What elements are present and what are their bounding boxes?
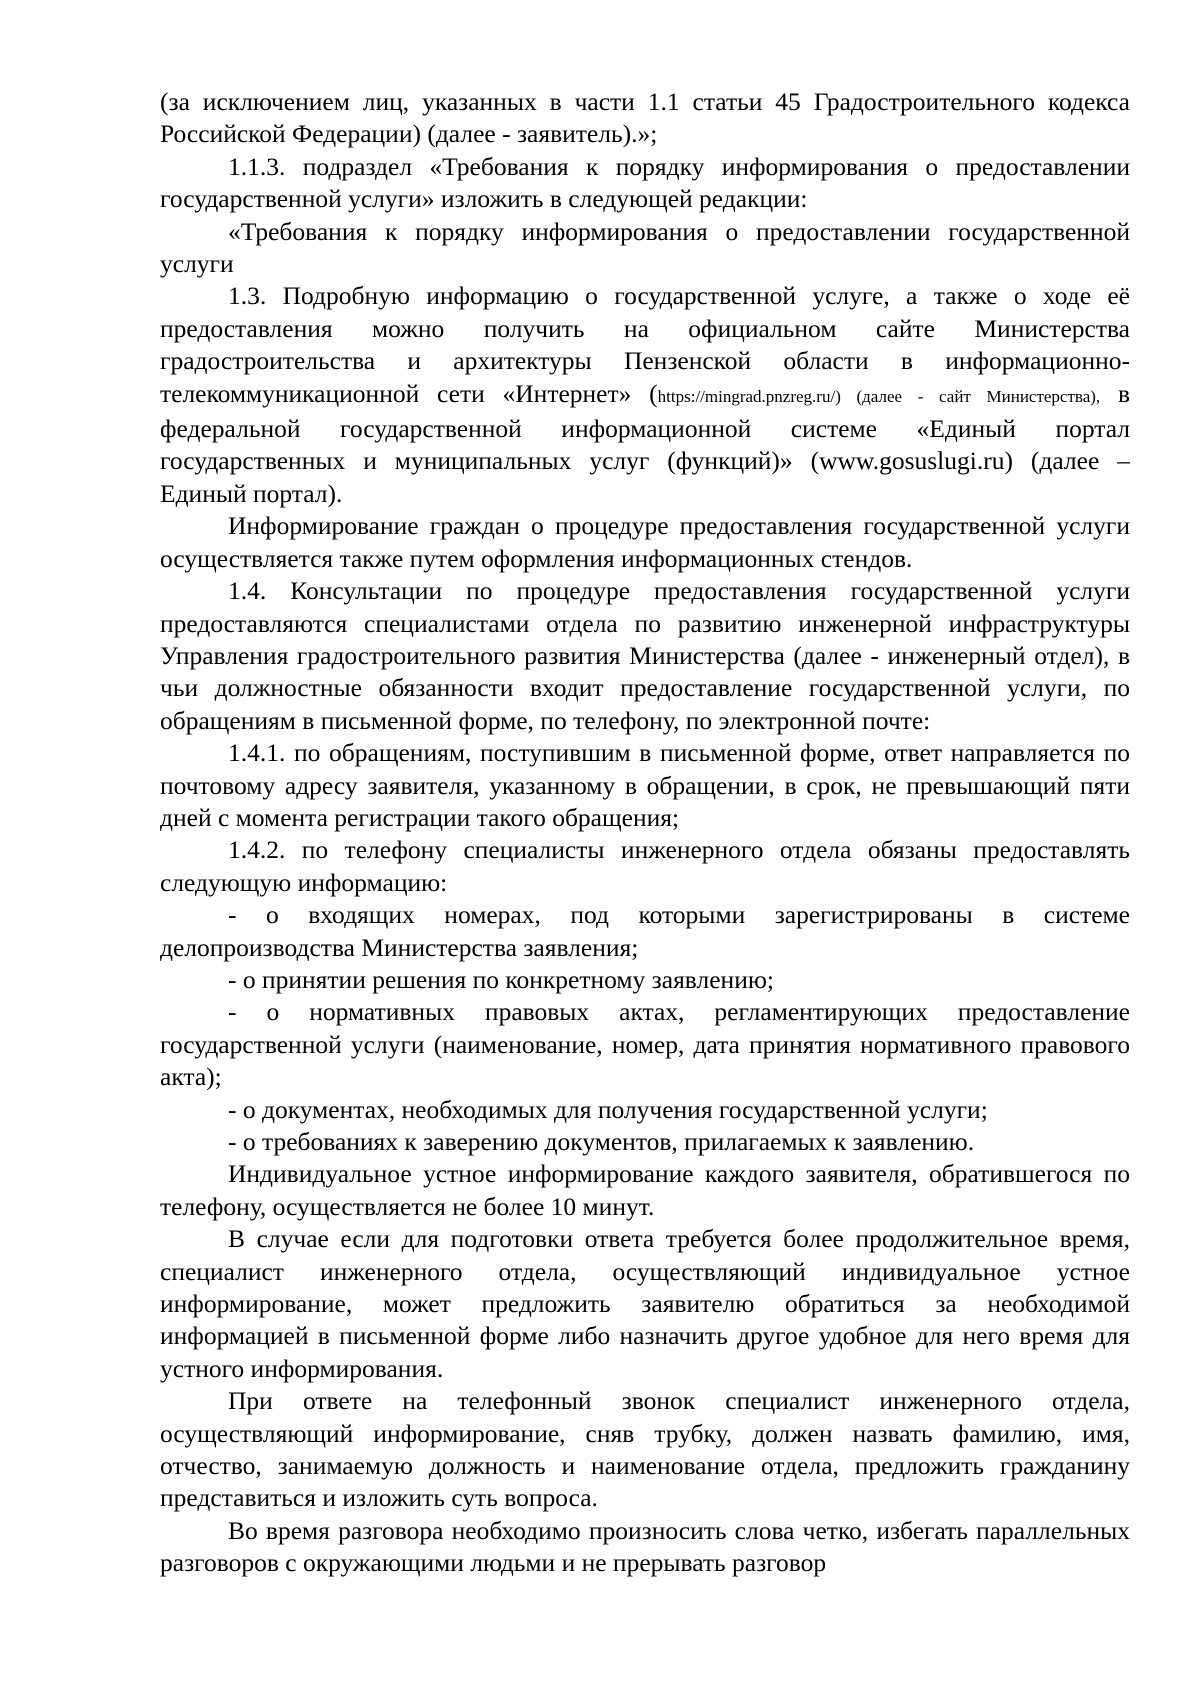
list-item-legal-acts: - о нормативных правовых актах, регламентирующих предоставление государственной услуги (наименование, номер, дата принятия нормативного правового акта);: [160, 997, 1130, 1092]
paragraph-1-4: 1.4. Консультации по процедуре предоставления государственной услуги предоставляются специалистами отдела по развитию инженерной инфраструктуры Управления градостроительного развития Министерства (далее - инженерный отдел), в чьи должностные обязанности входит предоставление государственной услуги, по обращениям в письменной форме, по телефону, по электронной почте:: [160, 576, 1130, 735]
list-item-decision: - о принятии решения по конкретному заявлению;: [228, 964, 774, 994]
paragraph-1-1-3: 1.1.3. подраздел «Требования к порядку информирования о предоставлении государственной услуги» изложить в следующей редакции:: [160, 151, 1130, 214]
list-item-documents: - о документах, необходимых для получения государственной услуги;: [228, 1094, 988, 1124]
paragraph-phone-call: При ответе на телефонный звонок специалист инженерного отдела, осуществляющий информирование, сняв трубку, должен назвать фамилию, имя, отчество, занимаемую должность и наименование отдела, предложить гражданину представиться и изложить суть вопроса.: [160, 1386, 1130, 1513]
paragraph-longer-time: В случае если для подготовки ответа требуется более продолжительное время, специалист инженерного отдела, осуществляющий индивидуальное устное информирование, может предложить заявителю обратиться за необходимой информацией в письменной форме либо назначить другое удобное для него время для устного информирования.: [160, 1224, 1130, 1383]
paragraph-1-4-1: 1.4.1. по обращениям, поступившим в письменной форме, ответ направляется по почтовому адресу заявителя, указанному в обращении, в срок, не превышающий пяти дней с момента регистрации такого обращения;: [160, 738, 1130, 832]
paragraph-1-3: [160, 280, 1130, 510]
paragraph-1-4-2: 1.4.2. по телефону специалисты инженерного отдела обязаны предоставлять следующую информацию:: [160, 835, 1130, 897]
paragraph-subsection-title: «Требования к порядку информирования о предоставлении государственной услуги: [160, 216, 1130, 279]
website-url-note: https://mingrad.pnzreg.ru/) (далее - сайт Министерства),: [657, 386, 1101, 406]
paragraph-conversation: Во время разговора необходимо произносить слова четко, избегать параллельных разговоров с окружающими людьми и не прерывать разговор: [160, 1515, 1130, 1578]
list-item-incoming-numbers: - о входящих номерах, под которыми зарегистрированы в системе делопроизводства Министерства заявления;: [160, 900, 1130, 962]
paragraph-individual-info: Индивидуальное устное информирование каждого заявителя, обратившегося по телефону, осуществляется не более 10 минут.: [160, 1159, 1130, 1221]
paragraph-continuation: (за исключением лиц, указанных в части 1.1 статьи 45 Градостроительного кодекса Российской Федерации) (далее - заявитель).»;: [160, 87, 1130, 149]
paragraph-1-3-text: 1.3. Подробную информацию о государственной услуге, а также о ходе её предоставления можно получить на официальном сайте Министерства градостроительства и архитектуры Пензенской области в информационно-телекоммуникационной сети «Интернет» (: [160, 281, 1130, 408]
paragraph-stands: Информирование граждан о процедуре предоставления государственной услуги осуществляется также путем оформления информационных стендов.: [160, 511, 1130, 573]
list-item-certification: - о требованиях к заверению документов, прилагаемых к заявлению.: [228, 1127, 975, 1156]
paragraph-1-3-continuation: в федеральной государственной информационной системе «Единый портал государственных и муниципальных услуг (функций)» (www.gosuslugi.ru) (далее – Единый портал).: [160, 378, 1130, 508]
document-page: [160, 86, 1130, 1580]
